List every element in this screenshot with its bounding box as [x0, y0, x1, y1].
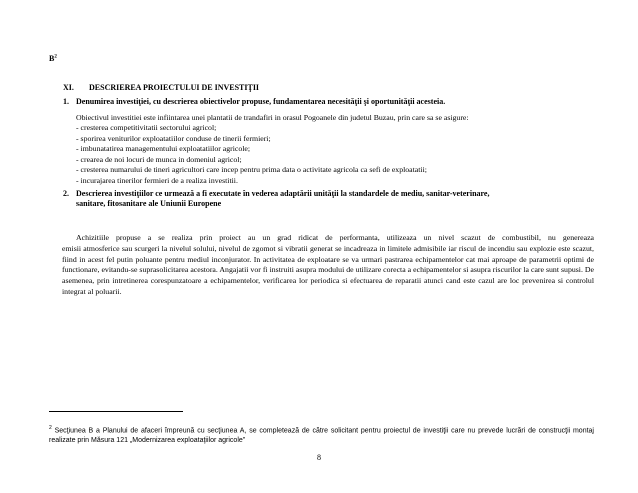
section-reference: [49, 54, 57, 63]
item-1-intro: Obiectivul investitiei este infiintarea unei plantatii de trandafiri in orasul Pogoanele din judetul Buzau, prin care sa se asigure:: [76, 113, 469, 122]
section-number: XI.: [63, 83, 74, 92]
objective-item: - cresterea competitivitatii sectorului agricol;: [76, 123, 217, 132]
footnote-marker: 2: [49, 425, 52, 431]
objective-item: - cresterea numarului de tineri agricultori care incep pentru prima data o activitate agricola ca sefi de exploatatii;: [76, 165, 427, 174]
item-2-number: 2.: [63, 189, 69, 198]
item-1-heading: [63, 97, 596, 107]
item-1-number: 1.: [63, 97, 69, 106]
item-2-heading: [63, 189, 606, 209]
footnote: [49, 424, 594, 445]
objective-item: - sporirea veniturilor exploatatiilor conduse de tinerii fermieri;: [76, 133, 271, 143]
section-heading: [63, 83, 259, 92]
section-title: DESCRIEREA PROIECTULUI DE INVESTIŢII: [89, 83, 260, 92]
item-2-paragraph: [62, 233, 594, 298]
item-2-paragraph-body: emisii atmosferice sau scurgeri la nivelul solului, nivelul de zgomot si vibratii generat se incadreaza in limitele admisibile iar riscul de incendiu sau explozie este scazut, fiind in acest fel putin poluante pentru mediul inconjurator. In activitatea de exploatare se va urmari pastrarea echipamentelor cat mai aproape de parametrii optimi de functionare, evitandu-se suprasolicitarea acestora. Angajatii vor fi instruiti asupra modului de utilizare corecta a echipamentelor si asupra riscurilor la care sunt supusi. De asemenea, prin intretinerea corespunzatoare a echipamentelor, verificarea lor periodica si efectuarea de reparatii atunci cand este cazul are loc prevenirea si controlul integrat al poluarii.: [62, 243, 594, 296]
objectives-list: [76, 123, 427, 186]
footnote-text: Secţiunea B a Planului de afaceri împreună cu secţiunea A, se completează de către solicitant pentru proiectul de investiţii care nu prevede lucrări de construcţii montaj realizate prin Măsura 121 „Modernizarea exploataţiilor agricole”: [49, 427, 594, 444]
item-2-title-line2: sanitare, fitosanitare ale Uniunii Europene: [76, 199, 222, 208]
objective-item: - imbunatatirea managementului exploatatiilor agricole;: [76, 144, 251, 153]
page-number: 8: [317, 453, 321, 462]
item-2-title-line1: Descrierea investiţiilor ce urmează a fi executate în vederea adaptării unităţii la standardele de mediu, sanitar-veterinare,: [76, 189, 490, 198]
objective-item: - crearea de noi locuri de munca in domeniul agricol;: [76, 154, 242, 164]
objective-item: - incurajarea tinerilor fermieri de a realiza investitii.: [76, 175, 238, 185]
item-2-paragraph-first-line: Achizitiile propuse a se realiza prin proiect au un grad ridicat de performanta, utilizeaza un nivel scazut de combustibil, nu genereaza: [76, 233, 594, 242]
section-letter: B: [49, 54, 55, 63]
footnote-ref: 2: [54, 54, 57, 60]
item-1-title: Denumirea investiţiei, cu descrierea obiectivelor propuse, fundamentarea necesităţii şi oportunităţii acesteia.: [76, 97, 446, 106]
footnote-divider: [49, 411, 183, 412]
